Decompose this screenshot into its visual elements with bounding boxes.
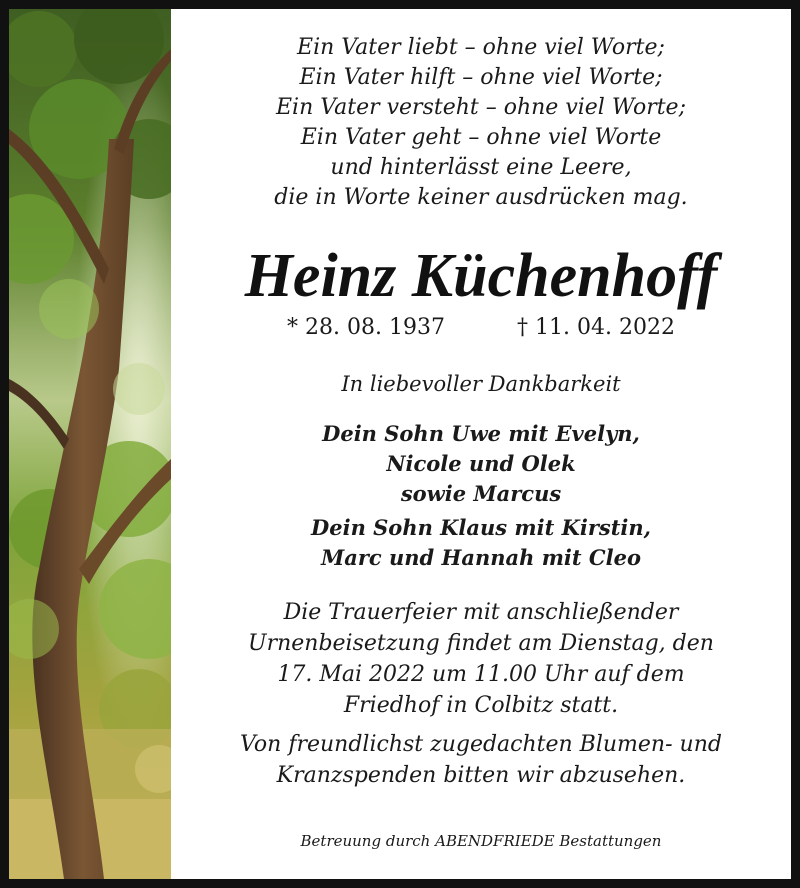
poem-line: Ein Vater geht – ohne viel Worte bbox=[300, 125, 662, 150]
tree-illustration bbox=[9, 9, 171, 879]
poem-line: Ein Vater versteht – ohne viel Worte; bbox=[276, 95, 686, 120]
poem bbox=[171, 33, 791, 213]
funeral-line: Friedhof in Colbitz statt. bbox=[343, 693, 619, 718]
life-dates bbox=[171, 313, 791, 343]
funeral-line: 17. Mai 2022 um 11.00 Uhr auf dem bbox=[277, 662, 685, 687]
poem-line: die in Worte keiner ausdrücken mag. bbox=[274, 185, 688, 210]
mourner-line: sowie Marcus bbox=[400, 481, 562, 506]
poem-line: Ein Vater hilft – ohne viel Worte; bbox=[299, 65, 663, 90]
flowers-line: Kranzspenden bitten wir abzusehen. bbox=[276, 763, 686, 788]
poem-line: und hinterlässt eine Leere, bbox=[330, 155, 632, 180]
funeral-notice bbox=[171, 597, 791, 721]
death-date: † 11. 04. 2022 bbox=[517, 315, 675, 340]
obituary-text bbox=[171, 9, 791, 879]
poem-line: Ein Vater liebt – ohne viel Worte; bbox=[297, 35, 665, 60]
mourner-group-1 bbox=[171, 419, 791, 509]
flowers-notice bbox=[171, 729, 791, 791]
funeral-line: Die Trauerfeier mit anschließender bbox=[283, 600, 679, 625]
funeral-line: Urnenbeisetzung findet am Dienstag, den bbox=[248, 631, 714, 656]
undertaker-credit: Betreuung durch ABENDFRIEDE Bestattungen bbox=[300, 832, 662, 850]
tree-photo bbox=[9, 9, 171, 879]
mourner-line: Marc und Hannah mit Cleo bbox=[321, 545, 641, 570]
mourner-line: Dein Sohn Uwe mit Evelyn, bbox=[322, 421, 640, 446]
mourner-group-2 bbox=[171, 513, 791, 573]
thanks-line: In liebevoller Dankbarkeit bbox=[341, 372, 621, 396]
mourner-line: Dein Sohn Klaus mit Kirstin, bbox=[311, 515, 651, 540]
deceased-name: Heinz Küchenhoff bbox=[244, 242, 718, 310]
flowers-line: Von freundlichst zugedachten Blumen- und bbox=[240, 732, 722, 757]
mourner-line: Nicole und Olek bbox=[386, 451, 576, 476]
birth-date: * 28. 08. 1937 bbox=[287, 315, 445, 340]
